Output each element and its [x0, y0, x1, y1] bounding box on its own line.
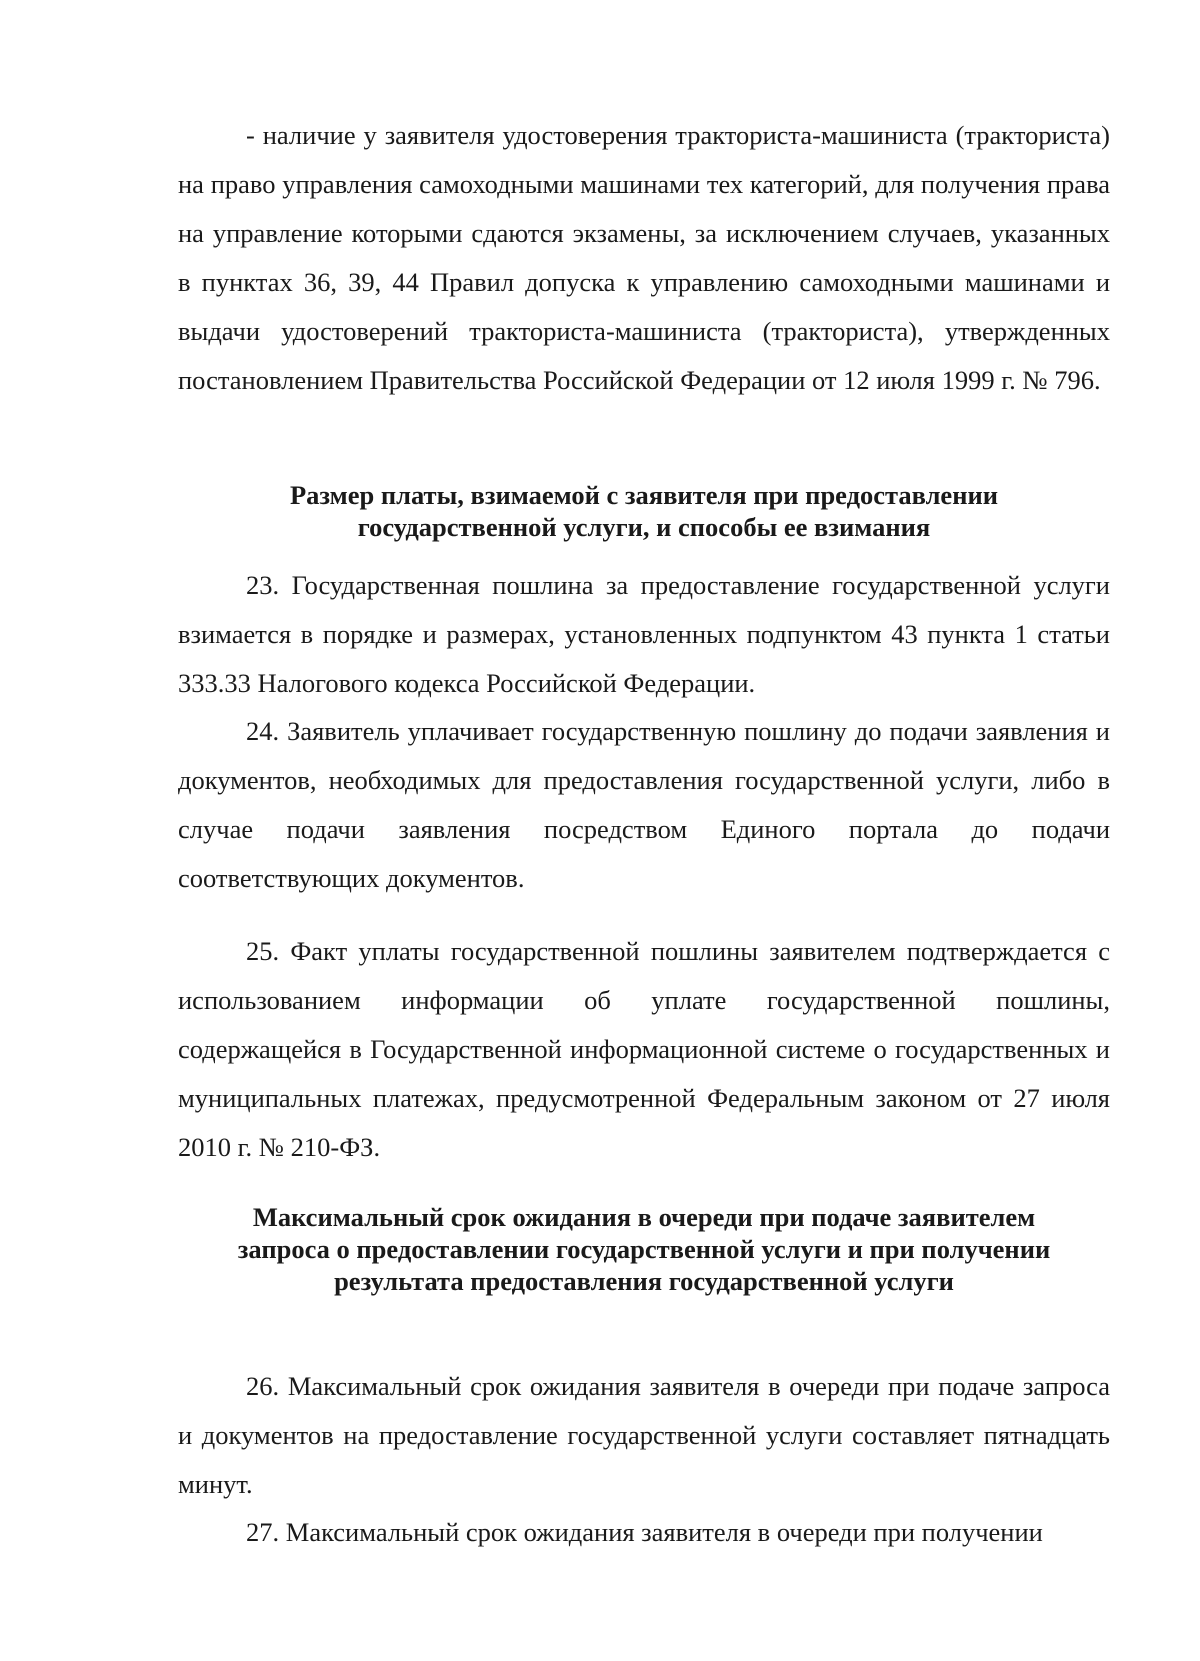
- section-heading-fee-line-2: государственной услуги, и способы ее взимания: [357, 512, 931, 542]
- paragraph-25: 25. Факт уплаты государственной пошлины заявителем подтверждается с использованием информации об уплате государственной пошлины, содержащейся в Государственной информационной системе о государственных и муниципальных платежах, предусмотренной Федеральным законом от 27 июля 2010 г. № 210-ФЗ.: [178, 936, 1110, 1162]
- section-heading-fee-line-1: Размер платы, взимаемой с заявителя при предоставлении: [289, 480, 999, 510]
- paragraph-27: 27. Максимальный срок ожидания заявителя в очереди при получении: [246, 1517, 1043, 1547]
- section-heading-queue-line-2: запроса о предоставлении государственной услуги и при получении: [237, 1234, 1051, 1264]
- paragraph-26: 26. Максимальный срок ожидания заявителя в очереди при подаче запроса и документов на предоставление государственной услуги составляет пятнадцать минут.: [178, 1371, 1110, 1499]
- paragraph-23: 23. Государственная пошлина за предоставление государственной услуги взимается в порядке и размерах, установленных подпунктом 43 пункта 1 статьи 333.33 Налогового кодекса Российской Федерации.: [178, 570, 1110, 698]
- section-heading-queue-line-1: Максимальный срок ожидания в очереди при подаче заявителем: [252, 1202, 1036, 1232]
- section-heading-queue: [178, 1201, 1110, 1297]
- section-heading-queue-line-3: результата предоставления государственной услуги: [334, 1266, 954, 1296]
- paragraph-24: 24. Заявитель уплачивает государственную пошлину до подачи заявления и документов, необходимых для предоставления государственной услуги, либо в случае подачи заявления посредством Единого портала до подачи соответствующих документов.: [178, 716, 1110, 893]
- section-heading-fee: [178, 479, 1110, 543]
- paragraph-driver-license-condition: - наличие у заявителя удостоверения тракториста-машиниста (тракториста) на право управления самоходными машинами тех категорий, для получения права на управление которыми сдаются экзамены, за исключением случаев, указанных в пунктах 36, 39, 44 Правил допуска к управлению самоходными машинами и выдачи удостоверений тракториста-машиниста (тракториста), утвержденных постановлением Правительства Российской Федерации от 12 июля 1999 г. № 796.: [178, 120, 1110, 395]
